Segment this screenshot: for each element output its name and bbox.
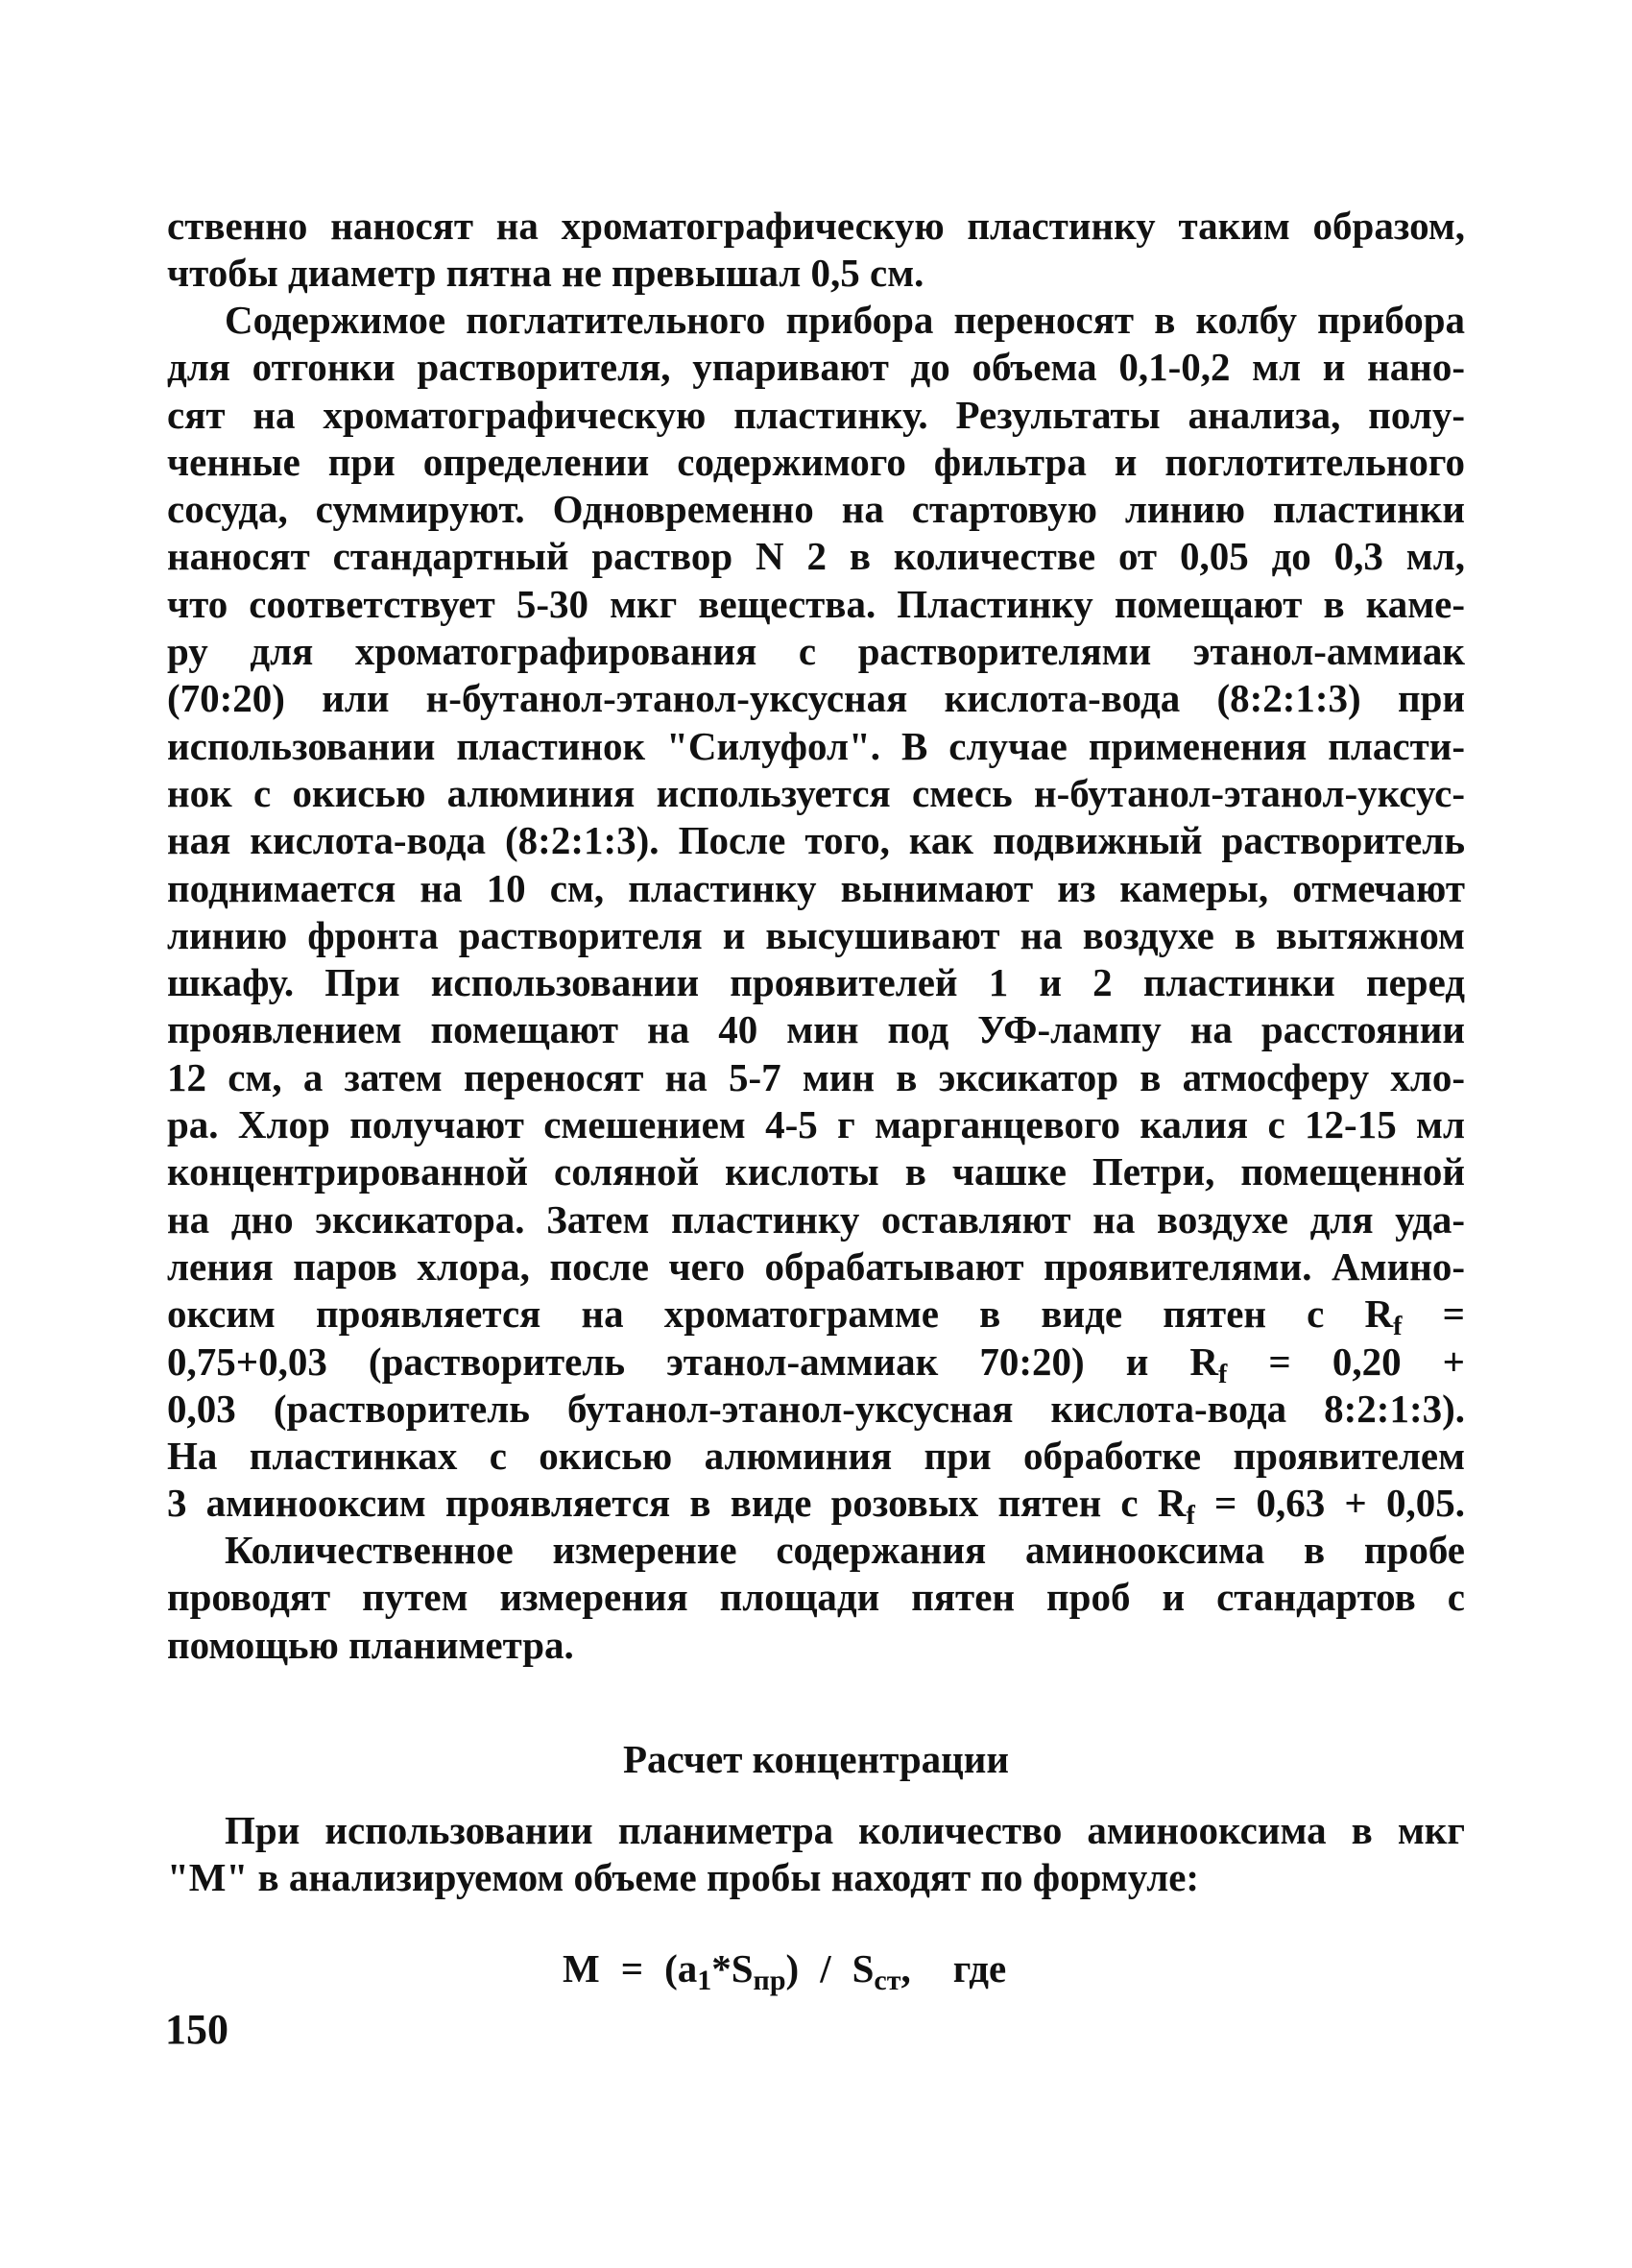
formula-close: )	[785, 1946, 800, 1991]
text-line-rf	[167, 1291, 1465, 1342]
rf-text: = 0,63 + 0,05.	[1194, 1481, 1465, 1526]
text-line: 12 см, а затем переносят на 5-7 мин в эксикатор в атмосферу хло-	[167, 1054, 1465, 1099]
text-line: сят на хроматографическую пластинку. Результаты анализа, полу-	[167, 392, 1465, 437]
text-line: Содержимое поглатительного прибора переносят в колбу прибора	[225, 298, 1465, 342]
text-line: ченные при определении содержимого фильтра и поглотительного	[167, 439, 1465, 484]
text-line-rf	[167, 1480, 1465, 1532]
text-line: проводят путем измерения площади пятен проб и стандартов с	[167, 1575, 1465, 1620]
formula-open: (a	[664, 1946, 698, 1991]
formula-star: *S	[711, 1946, 754, 1991]
formula-sub-st: ст	[874, 1965, 901, 1996]
formula-comma: ,	[900, 1946, 911, 1991]
section-heading: Расчет концентрации	[622, 1737, 1010, 1781]
text-line: ная кислота-вода (8:2:1:3). После того, как подвижный растворитель	[167, 818, 1465, 863]
rf-text: =	[1402, 1291, 1465, 1337]
text-line: Количественное измерение содержания аминооксима в пробе	[225, 1528, 1465, 1572]
text-line: проявлением помещают на 40 мин под УФ-лампу на расстоянии	[167, 1007, 1465, 1052]
text-line: для отгонки растворителя, упаривают до объема 0,1-0,2 мл и нано-	[167, 345, 1465, 390]
rf-subscript: f	[1393, 1312, 1403, 1342]
text-line: концентрированной соляной кислоты в чашке Петри, помещенной	[167, 1149, 1465, 1194]
formula-slash: /	[820, 1946, 831, 1991]
text-line: (70:20) или н-бутанол-этанол-уксусная кислота-вода (8:2:1:3) при	[167, 676, 1465, 721]
page-number: 150	[165, 2006, 228, 2053]
formula	[563, 1945, 1007, 1996]
rf-subscript: f	[1218, 1359, 1228, 1389]
text-line: линию фронта растворителя и высушивают на воздухе в вытяжном	[167, 912, 1465, 957]
text-line: 0,03 (растворитель бутанол-этанол-уксусная кислота-вода 8:2:1:3).	[167, 1386, 1465, 1431]
paragraph-1	[167, 203, 1465, 298]
text-line: ру для хроматографирования с растворителями этанол-аммиак	[167, 629, 1465, 674]
rf-text: 0,75+0,03 (растворитель этанол-аммиак 70:20) и R	[167, 1339, 1219, 1384]
text-line: использовании пластинок "Силуфол". В случае применения пласти-	[167, 723, 1465, 768]
text-line: ления паров хлора, после чего обрабатывают проявителями. Амино-	[167, 1243, 1465, 1289]
formula-equals: =	[620, 1946, 644, 1991]
text-line: На пластинках с окисью алюминия при обработке проявителем	[167, 1434, 1465, 1479]
paragraph-4	[167, 1807, 1465, 1902]
paragraph-3	[167, 1527, 1465, 1669]
text-line: помощью планиметра.	[167, 1622, 574, 1667]
text-line: что соответствует 5-30 мкг вещества. Пластинку помещают в каме-	[167, 581, 1465, 626]
formula-where: где	[952, 1946, 1007, 1991]
text-line: наносят стандартный раствор N 2 в количестве от 0,05 до 0,3 мл,	[167, 534, 1465, 579]
formula-s: S	[852, 1946, 875, 1991]
text-line: поднимается на 10 см, пластинку вынимают из камеры, отмечают	[167, 865, 1465, 910]
text-line: При использовании планиметра количество аминооксима в мкг	[225, 1808, 1465, 1852]
text-line: на дно эксикатора. Затем пластинку оставляют на воздухе для уда-	[167, 1196, 1465, 1242]
paragraph-2	[167, 297, 1466, 1532]
rf-text: 3 аминооксим проявляется в виде розовых пятен с R	[167, 1481, 1187, 1526]
text-line: нок с окисью алюминия используется смесь н-бутанол-этанол-уксус-	[167, 770, 1465, 815]
formula-sub-pr: пр	[753, 1965, 786, 1996]
text-line: "М" в анализируемом объеме пробы находят по формуле:	[167, 1855, 1200, 1900]
text-line: чтобы диаметр пятна не превышал 0,5 см.	[167, 251, 924, 296]
text-line: сосуда, суммируют. Одновременно на стартовую линию пластинки	[167, 487, 1465, 532]
text-line: ственно наносят на хроматографическую пластинку таким образом,	[167, 204, 1465, 248]
formula-sub-1: 1	[697, 1965, 712, 1996]
text-line: шкафу. При использовании проявителей 1 и 2 пластинки перед	[167, 960, 1465, 1005]
text-line: ра. Хлор получают смешением 4-5 г марганцевого калия с 12-15 мл	[167, 1102, 1465, 1147]
text-line-rf	[167, 1339, 1466, 1389]
rf-text: оксим проявляется на хроматограмме в виде пятен с R	[167, 1291, 1394, 1337]
rf-text: = 0,20 +	[1227, 1339, 1466, 1384]
rf-subscript: f	[1186, 1501, 1195, 1532]
formula-lhs: М	[563, 1946, 600, 1991]
